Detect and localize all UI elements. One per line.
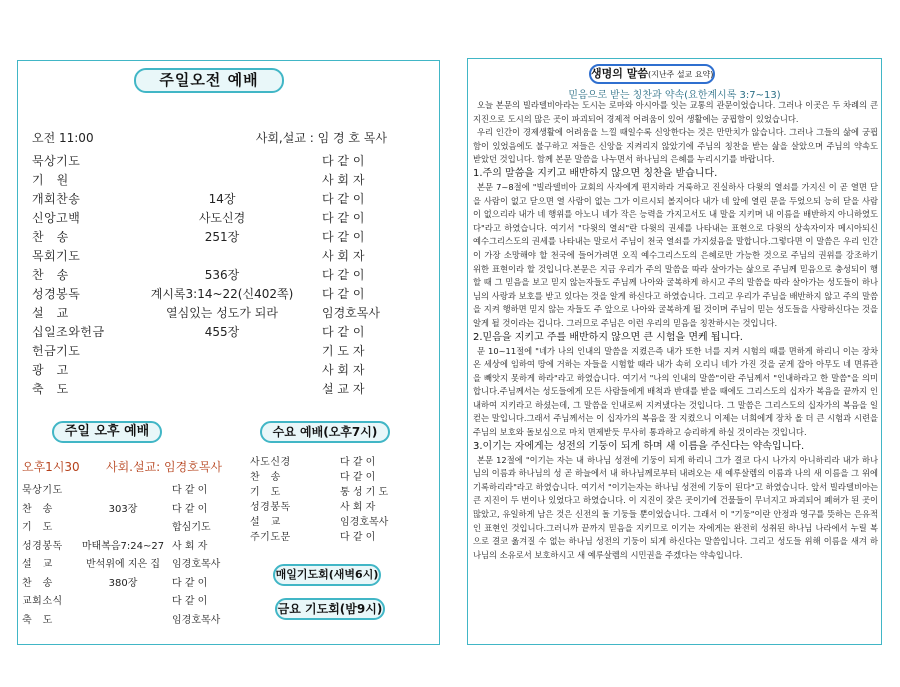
- order-detail: 455장: [204, 325, 240, 339]
- order-leader: 사 회 자: [322, 173, 365, 187]
- sermon-point-heading: 1.주의 말씀을 지키고 배반하지 않으면 칭찬을 받습니다.: [473, 167, 718, 179]
- order-row: [32, 361, 427, 379]
- order-row: [22, 482, 252, 500]
- sermon-paragraph: 본문 12절에 "이기는 자는 내 하나님 성전에 기둥이 되게 하리니 그가 결코 다시 나가지 아니하리라 내가 하나님의 이름과 하나님의 성 곧 하늘에서 내 하나님께로부터 내려오는 새 예루살렘의 이름과 나의 새 이름을 그 위에 기록하리라"라고 하였습니다. 여기서 "이기는자는 하나님 성전에 기둥이 된다"고 하였습니다. 앞서 빌라델비아는 큰 지진이 두 번이나 있었다고 하였습니다. 이 지진이 잦은 곳이기에 건물들이 무너지고 파괴되어 폐허가 된 곳이 많았고, 유일하게 남은 것은 신전의 돌 기둥들 뿐이었습니다. 그래서 이 "기둥"이란 안정과 영구를 뜻하는 은유적인 표현인 것입니다.그러니까 끝까지 믿음을 지키므로 이기는 자에게는 완전히 성취된 하나님 나라에서 누릴 복으로 결코 옮겨질 수 없는 하나님 성전의 기둥이 되게 하신다는 말씀입니다. 그리고 성도들 위해 이름을 새겨 하나님의 소유로서 보호하시고 새 예루살렘의 시민권을 주겠다는 약속입니다.: [473, 454, 878, 560]
- sermon-title-text: 생명의 말씀: [591, 67, 648, 80]
- order-detail: 536장: [204, 268, 240, 282]
- order-leader: 설 교 자: [322, 382, 365, 396]
- order-leader: 기 도 자: [322, 344, 365, 358]
- order-name: 설 교: [32, 306, 69, 320]
- afternoon-service-officiant: 사회.설교: 임경호목사: [106, 460, 223, 474]
- order-name: 찬 송: [250, 472, 281, 483]
- order-detail: 마태복음7:24~27: [81, 540, 165, 552]
- order-row: [22, 575, 252, 593]
- order-name: 설 교: [22, 559, 53, 570]
- order-name: 축 도: [32, 382, 69, 396]
- order-name: 주기도문: [250, 532, 291, 543]
- order-leader: 임경호목사: [322, 306, 380, 320]
- order-name: 설 교: [250, 517, 281, 528]
- order-row: [32, 190, 427, 208]
- order-name: 찬 송: [22, 577, 53, 589]
- sermon-point-heading: 2.믿음을 지키고 주를 배반하지 않으면 큰 시험을 면케 됩니다.: [473, 331, 743, 343]
- order-name: 개회찬송: [32, 192, 81, 206]
- order-leader: 다 같 이: [322, 325, 365, 339]
- order-leader: 다 같 이: [340, 457, 376, 468]
- order-row: [32, 247, 427, 265]
- order-name: 목회기도: [32, 249, 81, 263]
- order-name: 성경봉독: [32, 287, 81, 301]
- order-name: 기 도: [250, 487, 281, 498]
- order-row: [32, 323, 427, 341]
- order-leader: 사 회 자: [322, 249, 365, 263]
- sermon-paragraph: 오늘 본문의 빌라델비아라는 도시는 로마와 아시아를 잇는 교통의 관문이었습니다. 그러나 이곳은 두 차례의 큰 지진으로 도시의 많은 곳이 파괴되어 경제적 어려움이 있어 생활에는 궁핍함이 있었습니다.: [473, 100, 878, 124]
- order-leader: 다 같 이: [322, 211, 365, 225]
- order-row: [32, 304, 427, 322]
- order-leader: 사 회 자: [172, 540, 208, 552]
- order-leader: 통 성 기 도: [340, 487, 389, 498]
- order-name: 찬 송: [22, 503, 53, 515]
- morning-service-title: 주일오전 예배: [134, 68, 284, 93]
- order-detail: 열심있는 성도가 되라: [166, 306, 278, 320]
- order-leader: 다 같 이: [322, 154, 365, 168]
- sermon-title-note: (지난주 설교 요약): [647, 70, 714, 79]
- order-detail: 계시록3:14~22(신402쪽): [150, 287, 294, 301]
- order-row: [22, 556, 252, 574]
- order-leader: 다 같 이: [172, 503, 208, 515]
- order-leader: 다 같 이: [340, 472, 376, 483]
- order-row: [22, 519, 252, 537]
- order-name: 기 도: [22, 522, 53, 533]
- order-detail: 14장: [208, 192, 236, 206]
- order-leader: 다 같 이: [322, 268, 365, 282]
- morning-service-officiant: 사회,설교 : 임 경 호 목사: [255, 131, 387, 145]
- order-name: 사도신경: [250, 457, 291, 468]
- worship-order-panel: [17, 60, 440, 645]
- order-name: 광 고: [32, 363, 69, 377]
- morning-service-time: 오전 11:00: [32, 131, 94, 145]
- sermon-body: [473, 99, 878, 562]
- afternoon-service-time: 오후1시30: [22, 460, 80, 474]
- order-leader: 임경호목사: [340, 517, 389, 528]
- order-leader: 사 회 자: [340, 502, 376, 513]
- order-name: 신앙고백: [32, 211, 81, 225]
- order-detail: 사도신경: [198, 211, 246, 225]
- sermon-paragraph: 우리 인간이 경제생활에 어려움을 느낄 때일수록 신앙한다는 것은 만만치가 않습니다. 그러나 그들의 삶에 궁핍함이 있었음에도 불구하고 저들은 신앙을 지켜리지 않았기에 주님의 칭찬을 받는 삶을 살았으며 주님의 약속도 받았던 것입니다. 함께 본문 말씀을 나누면서 하나님의 은혜를 누리시기를 바랍니다.: [473, 127, 878, 165]
- order-row: [32, 285, 427, 303]
- order-row: [22, 501, 252, 519]
- sermon-paragraph: 문 10~11절에 "네가 나의 인내의 말씀을 지켰은즉 내가 또한 너를 지켜 시험의 때를 면하게 하리니 이는 장차 온 세상에 임하여 땅에 거하는 자들을 시험할 때라 내가 속히 오리니 네가 가진 것을 굳게 잡아 아무도 네 면류관을 빼앗지 못하게 하라"라고 하였습니다. 여기서 "나의 인내의 말씀"이란 주님께서 "인내하라고 한 말씀"을 의미합니다.주님께서는 성도들에게 모든 사람들에게 배척과 반대를 받을 때에도 그리스도의 십자가 복음을 끝까지 인내하여 지키라고 하셨는데, 그 말씀을 인내로써 지켜냈다는 것입니다. 그 말씀은 그리스도의 십자가의 복음을 일컫는 말입니다.그래서 주님께서는 이 십자가의 복음을 잘 지켰으니 이제는 너희에게 장차 올 더 큰 시험과 시련을 주님의 보호와 돌보심으로 마치 면제받듯 무사히 통과하고 승리하게 하실 것이라는 것입니다.: [473, 345, 878, 438]
- order-name: 성경봉독: [250, 502, 291, 513]
- order-detail: 251장: [204, 230, 240, 244]
- order-name: 기 원: [32, 173, 69, 187]
- sermon-point-heading: 3.이기는 자에게는 성전의 기둥이 되게 하며 새 이름을 주신다는 약속입니다.: [473, 440, 805, 452]
- order-row: [32, 152, 427, 170]
- sermon-title: [589, 64, 715, 84]
- order-leader: 다 같 이: [340, 532, 376, 543]
- friday-prayer-title: 금요 기도회(밤9시): [275, 598, 385, 620]
- order-name: 십일조와헌금: [32, 325, 105, 339]
- order-row: [32, 342, 427, 360]
- daily-prayer-title: 매일기도회(새벽6시): [273, 564, 381, 586]
- afternoon-service-title: 주일 오후 예배: [52, 421, 162, 443]
- order-name: 찬 송: [32, 268, 69, 282]
- sermon-paragraph: 본문 7~8절에 "빌라델비아 교회의 사자에게 편지하라 거룩하고 진실하사 다윗의 열쇠를 가지신 이 곧 열면 닫을 사람이 없고 닫으면 열 사람이 없는 그가 이르시되 볼지어다 내가 네 앞에 열린 문을 두었으되 능히 닫을 사람이 없으리라 내가 네 행위를 아노니 네가 작은 능력을 가지고서도 내 말을 지키며 내 이름을 배반하지 아니하였도다"라고 하였습니다. 여기서 "다윗의 열쇠"란 다윗의 권세를 나타내는 표현으로 다윗의 상속자이자 메시아되신 예수그리스도의 권세를 나타내는 말로서 주님이 천국 열쇠를 가지셨음을 말합니다.그렇다면 이 말씀은 우리 인간이 가장 소망해야 할 천국에 들어가려면 오직 예수그리스도의 은혜로만 가능한 것으로 주님의 권위를 강조하기 위한 표현이라 할 것입니다.본문은 지금 우리가 주의 말씀을 따라 살아가는 삶으로 주님께 믿음으로 충성되이 행할 때 그 믿음을 보고 믿지 않는자들도 주님께 나아와 굴복하게 하시고 주의 말씀을 따라 살아가는 성도들이 하나님의 사랑과 보호를 받고 있다는 것을 알게 하신다고 하였습니다. 그리고 우리가 주님을 배반하지 않고 주의 말씀을 지켜 행하면 믿지 않는 자들도 주 앞으로 나아와 굴복하게 될 것이며 주님이 믿는 성도들을 사랑하신다는 것을 알게 될 것이라는 겁니다. 그러므로 주님은 이런 우리의 믿음을 칭찬하시는 것입니다.: [473, 181, 878, 328]
- order-row: [250, 529, 435, 547]
- order-leader: 다 같 이: [172, 485, 208, 496]
- sermon-subtitle: 믿음으로 받는 칭찬과 약속(요한계시록 3:7~13): [568, 90, 781, 101]
- order-leader: 사 회 자: [322, 363, 365, 377]
- order-leader: 임경호목사: [172, 559, 221, 570]
- order-name: 축 도: [22, 614, 53, 626]
- order-name: 묵상기도: [22, 485, 63, 496]
- sermon-summary-panel: [467, 58, 882, 645]
- order-row: [32, 380, 427, 398]
- order-leader: 임경호목사: [172, 614, 221, 626]
- order-name: 찬 송: [32, 230, 69, 244]
- order-name: 헌금기도: [32, 344, 81, 358]
- order-row: [32, 171, 427, 189]
- order-detail: 반석위에 지은 집: [86, 559, 160, 570]
- order-row: [32, 228, 427, 246]
- wednesday-service-title: 수요 예배(오후7시): [260, 421, 390, 443]
- order-leader: 합심기도: [172, 522, 211, 533]
- order-leader: 다 같 이: [322, 287, 365, 301]
- order-name: 성경봉독: [22, 540, 63, 552]
- order-name: 교회소식: [22, 596, 63, 607]
- order-row: [32, 266, 427, 284]
- order-row: [22, 593, 252, 611]
- order-leader: 다 같 이: [322, 192, 365, 206]
- order-name: 묵상기도: [32, 154, 81, 168]
- order-leader: 다 같 이: [172, 596, 208, 607]
- order-row: [22, 612, 252, 630]
- order-leader: 다 같 이: [172, 577, 208, 589]
- order-detail: 303장: [108, 503, 138, 515]
- order-row: [22, 538, 252, 556]
- order-row: [32, 209, 427, 227]
- order-detail: 380장: [108, 577, 138, 589]
- order-leader: 다 같 이: [322, 230, 365, 244]
